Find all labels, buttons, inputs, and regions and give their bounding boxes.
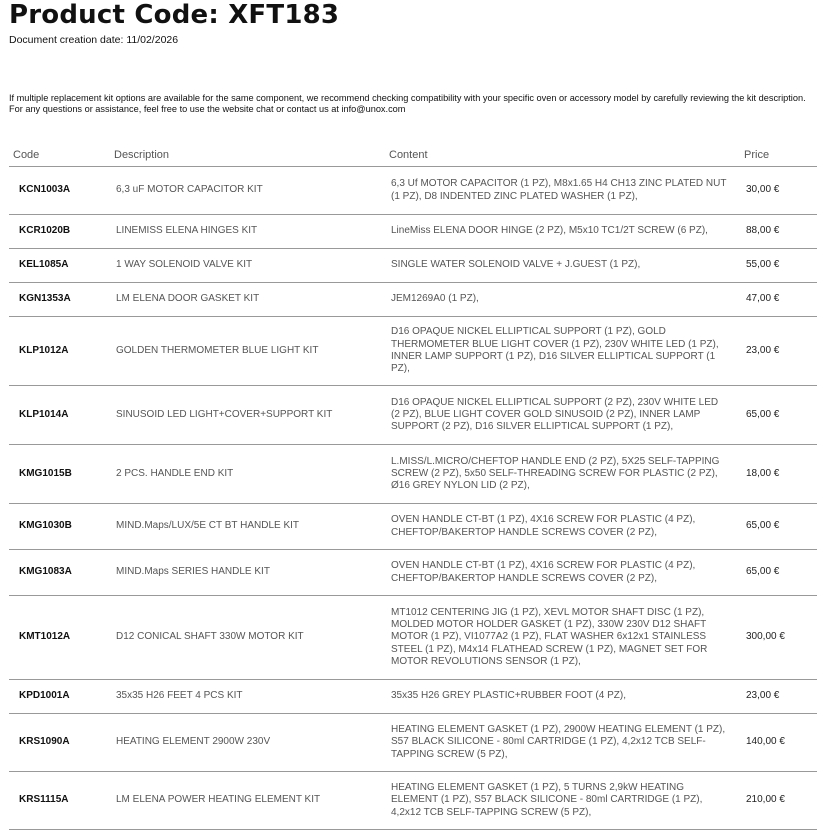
cell-content: LineMiss ELENA DOOR HINGE (2 PZ), M5x10 TC1/2T SCREW (6 PZ), [385, 215, 740, 249]
cell-description: D12 CONICAL SHAFT 330W MOTOR KIT [110, 596, 385, 680]
table-row [9, 680, 817, 714]
cell-code: KRS1090A [9, 714, 110, 772]
cell-description: MIND.Maps SERIES HANDLE KIT [110, 550, 385, 596]
cell-code: KMG1015B [9, 445, 110, 504]
cell-price: 140,00 € [740, 714, 817, 772]
cell-description: GOLDEN THERMOMETER BLUE LIGHT KIT [110, 317, 385, 386]
cell-code: KGN1353A [9, 283, 110, 317]
cell-description: HEATING ELEMENT 2900W 230V [110, 714, 385, 772]
cell-price: 30,00 € [740, 167, 817, 215]
cell-price: 210,00 € [740, 772, 817, 830]
cell-content: OVEN HANDLE CT-BT (1 PZ), 4X16 SCREW FOR PLASTIC (4 PZ), CHEFTOP/BAKERTOP HANDLE SCREWS COVER (2 PZ), [385, 504, 740, 550]
column-header-code: Code [9, 149, 110, 167]
table-row [9, 249, 817, 283]
cell-code: KLP1012A [9, 317, 110, 386]
cell-code: KLP1014A [9, 386, 110, 445]
cell-description: LM ELENA DOOR GASKET KIT [110, 283, 385, 317]
cell-price: 65,00 € [740, 386, 817, 445]
cell-description: LM ELENA POWER HEATING ELEMENT KIT [110, 772, 385, 830]
cell-price: 88,00 € [740, 215, 817, 249]
creation-date: Document creation date: 11/02/2026 [9, 34, 179, 46]
cell-content: MT1012 CENTERING JIG (1 PZ), XEVL MOTOR SHAFT DISC (1 PZ), MOLDED MOTOR HOLDER GASKET (1 PZ), 330W 230V D12 SHAFT MOTOR (1 PZ), VI1077A2 (1 PZ), FLAT WASHER 6x12x1 STAINLESS STEEL (1 PZ), M4x14 FLATHEAD SCREW (1 PZ), MAGNET SET FOR MOTOR REVOLUTIONS SENSOR (1 PZ), [385, 596, 740, 680]
cell-content: JEM1269A0 (1 PZ), [385, 283, 740, 317]
cell-price: 47,00 € [740, 283, 817, 317]
cell-content: D16 OPAQUE NICKEL ELLIPTICAL SUPPORT (2 PZ), 230V WHITE LED (2 PZ), BLUE LIGHT COVER GOLD SINUSOID (2 PZ), INNER LAMP SUPPORT (2 PZ), D16 SILVER ELLIPTICAL SUPPORT (1 PZ), [385, 386, 740, 445]
column-header-content: Content [385, 149, 740, 167]
table-row [9, 504, 817, 550]
cell-code: KMG1030B [9, 504, 110, 550]
cell-price: 55,00 € [740, 249, 817, 283]
cell-price: 65,00 € [740, 550, 817, 596]
cell-price: 18,00 € [740, 445, 817, 504]
cell-code: KCR1020B [9, 215, 110, 249]
table-row [9, 167, 817, 215]
cell-code: KMG1083A [9, 550, 110, 596]
cell-description: LINEMISS ELENA HINGES KIT [110, 215, 385, 249]
table-row [9, 550, 817, 596]
cell-content: L.MISS/L.MICRO/CHEFTOP HANDLE END (2 PZ), 5X25 SELF-TAPPING SCREW (2 PZ), 5x50 SELF-THREADING SCREW FOR PLASTIC (2 PZ), Ø16 GREY NYLON LID (2 PZ), [385, 445, 740, 504]
cell-content: HEATING ELEMENT GASKET (1 PZ), 5 TURNS 2,9kW HEATING ELEMENT (1 PZ), S57 BLACK SILICONE - 80ml CARTRIDGE (1 PZ), 4,2x12 TCB SELF-TAPPING SCREW (5 PZ), [385, 772, 740, 830]
cell-content: SINGLE WATER SOLENOID VALVE + J.GUEST (1 PZ), [385, 249, 740, 283]
table-row [9, 714, 817, 772]
cell-code: KCN1003A [9, 167, 110, 215]
cell-code: KMT1012A [9, 596, 110, 680]
cell-code: KRS1115A [9, 772, 110, 830]
cell-code: KPD1001A [9, 680, 110, 714]
table-row [9, 772, 817, 830]
compatibility-notice [9, 93, 824, 114]
cell-description: 2 PCS. HANDLE END KIT [110, 445, 385, 504]
cell-description: 6,3 uF MOTOR CAPACITOR KIT [110, 167, 385, 215]
table-row [9, 215, 817, 249]
cell-price: 23,00 € [740, 317, 817, 386]
cell-price: 65,00 € [740, 504, 817, 550]
cell-description: 35x35 H26 FEET 4 PCS KIT [110, 680, 385, 714]
column-header-description: Description [110, 149, 385, 167]
cell-content: 6,3 Uf MOTOR CAPACITOR (1 PZ), M8x1.65 H4 CH13 ZINC PLATED NUT (1 PZ), D8 INDENTED ZINC PLATED WASHER (1 PZ), [385, 167, 740, 215]
cell-description: MIND.Maps/LUX/5E CT BT HANDLE KIT [110, 504, 385, 550]
cell-description: 1 WAY SOLENOID VALVE KIT [110, 249, 385, 283]
cell-content: 35x35 H26 GREY PLASTIC+RUBBER FOOT (4 PZ), [385, 680, 740, 714]
table-header-row [9, 149, 817, 167]
cell-description: SINUSOID LED LIGHT+COVER+SUPPORT KIT [110, 386, 385, 445]
cell-content: OVEN HANDLE CT-BT (1 PZ), 4X16 SCREW FOR PLASTIC (4 PZ), CHEFTOP/BAKERTOP HANDLE SCREWS COVER (2 PZ), [385, 550, 740, 596]
cell-price: 300,00 € [740, 596, 817, 680]
table-row [9, 596, 817, 680]
table-row [9, 283, 817, 317]
table-row [9, 445, 817, 504]
cell-content: HEATING ELEMENT GASKET (1 PZ), 2900W HEATING ELEMENT (1 PZ), S57 BLACK SILICONE - 80ml CARTRIDGE (1 PZ), 4,2x12 TCB SELF-TAPPING SCREW (5 PZ), [385, 714, 740, 772]
table-row [9, 317, 817, 386]
table-row [9, 386, 817, 445]
notice-line: For any questions or assistance, feel free to use the website chat or contact us at info@unox.com [9, 103, 406, 114]
cell-content: D16 OPAQUE NICKEL ELLIPTICAL SUPPORT (1 PZ), GOLD THERMOMETER BLUE LIGHT COVER (1 PZ), 230V WHITE LED (1 PZ), INNER LAMP SUPPORT (1 PZ), D16 SILVER ELLIPTICAL SUPPORT (1 PZ), [385, 317, 740, 386]
page-title: Product Code: XFT183 [9, 0, 340, 30]
kit-table [9, 149, 817, 830]
column-header-price: Price [740, 149, 817, 167]
cell-price: 23,00 € [740, 680, 817, 714]
cell-code: KEL1085A [9, 249, 110, 283]
notice-line: If multiple replacement kit options are available for the same component, we recommend checking compatibility with your specific oven or accessory model by carefully reviewing the kit description. [9, 93, 806, 103]
